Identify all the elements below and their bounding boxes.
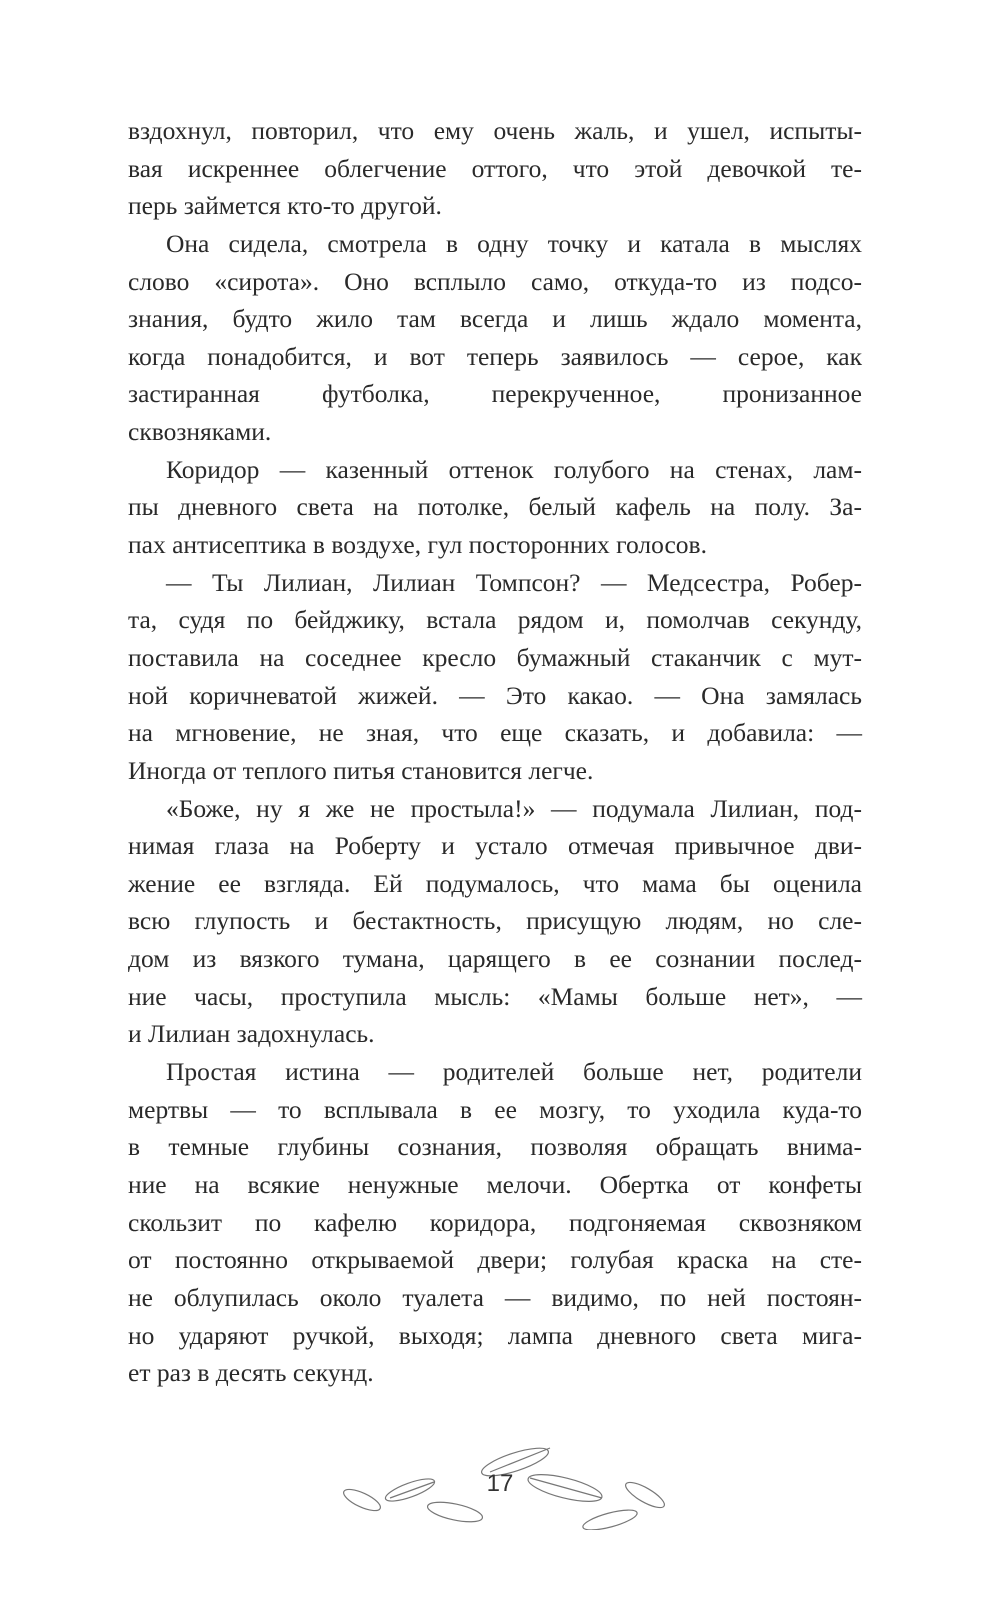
- text-line: слово «сирота». Оно всплыло само, откуда-то из подсо-: [128, 266, 862, 296]
- text-line: та, судя по бейджику, встала рядом и, помолчав секунду,: [128, 605, 862, 635]
- text-line: знания, будто жило там всегда и лишь ждало момента,: [128, 304, 862, 334]
- text-line: когда понадобится, и вот теперь заявилось — серое, как: [128, 341, 862, 371]
- book-text: [128, 112, 862, 1392]
- text-line: Простая истина — родителей больше нет, родители: [166, 1057, 862, 1087]
- text-line: мертвы — то всплывала в ее мозгу, то уходила куда-то: [128, 1094, 862, 1124]
- text-line: Коридор — казенный оттенок голубого на стенах, лам-: [166, 454, 862, 484]
- text-line: сквозняками.: [128, 417, 272, 447]
- text-line: в темные глубины сознания, позволяя обращать внима-: [128, 1132, 862, 1162]
- text-line: вздохнул, повторил, что ему очень жаль, и ушел, испыты-: [128, 116, 862, 145]
- text-line: нимая глаза на Роберту и устало отмечая привычное дви-: [128, 831, 862, 861]
- text-line: вая искреннее облегчение оттого, что этой девочкой те-: [128, 153, 862, 183]
- text-line: Она сидела, смотрела в одну точку и катала в мыслях: [166, 228, 862, 258]
- text-line: «Боже, ну я же не простыла!» — подумала Лилиан, под-: [166, 793, 862, 823]
- text-line: пы дневного света на потолке, белый кафель на полу. За-: [128, 492, 862, 522]
- text-line: Иногда от теплого питья становится легче.: [128, 755, 594, 785]
- text-line: застиранная футболка, перекрученное, пронизанное: [128, 379, 862, 409]
- text-line: от постоянно открываемой двери; голубая краска на сте-: [128, 1245, 862, 1275]
- text-line: поставила на соседнее кресло бумажный стаканчик с мут-: [128, 642, 862, 672]
- page-number: 17: [486, 1470, 514, 1497]
- text-line: ние часы, проступила мысль: «Мамы больше нет», —: [128, 981, 862, 1011]
- text-line: ние на всякие ненужные мелочи. Обертка от конфеты: [128, 1169, 862, 1199]
- text-line: скользит по кафелю коридора, подгоняемая сквозняком: [128, 1207, 862, 1237]
- text-line: дом из вязкого тумана, царящего в ее сознании послед-: [128, 944, 862, 974]
- text-line: не облупилась около туалета — видимо, по ней постоян-: [128, 1282, 862, 1312]
- text-line: — Ты Лилиан, Лилиан Томпсон? — Медсестра, Робер-: [166, 567, 862, 597]
- page-footer: [330, 1420, 670, 1530]
- text-line: перь займется кто-то другой.: [128, 191, 442, 221]
- text-line: ной коричневатой жижей. — Это какао. — Она замялась: [128, 680, 862, 710]
- text-line: и Лилиан задохнулась.: [128, 1019, 375, 1049]
- text-line: но ударяют ручкой, выходя; лампа дневного света мига-: [128, 1320, 862, 1350]
- text-line: ет раз в десять секунд.: [128, 1358, 374, 1388]
- text-line: всю глупость и бестактность, присущую людям, но сле-: [128, 906, 862, 936]
- text-line: пах антисептика в воздухе, гул посторонних голосов.: [128, 530, 707, 560]
- text-line: жение ее взгляда. Ей подумалось, что мама бы оценила: [128, 868, 862, 898]
- text-line: на мгновение, не зная, что еще сказать, и добавила: —: [128, 718, 862, 748]
